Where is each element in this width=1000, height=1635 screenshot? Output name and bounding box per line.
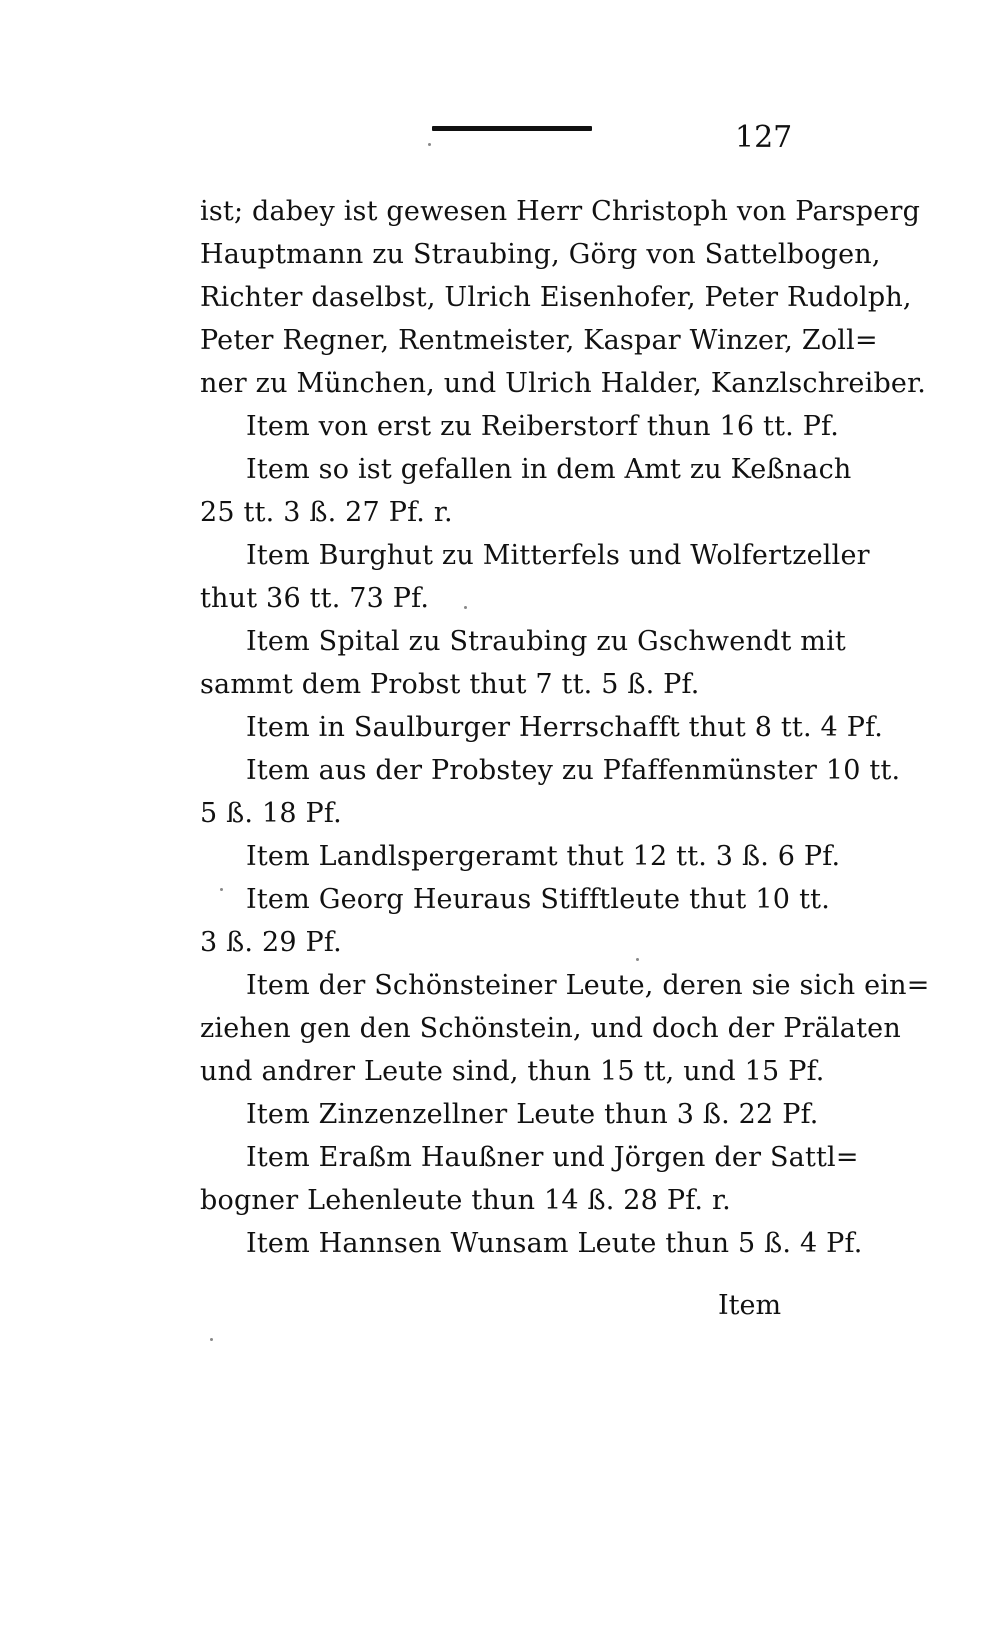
entry-line: bogner Lehenleute thun 14 ß. 28 Pf. r. xyxy=(200,1185,731,1216)
body-text xyxy=(200,190,930,1265)
entry-line: Item der Schönsteiner Leute, deren sie sich ein= xyxy=(246,970,930,1001)
entry-line: Item Georg Heuraus Stifftleute thut 10 tt. xyxy=(246,884,830,915)
entry-line: Item in Saulburger Herrschafft thut 8 tt. 4 Pf. xyxy=(246,712,884,743)
entry-line: ziehen gen den Schönstein, und doch der Prälaten xyxy=(200,1013,901,1044)
paper-speck xyxy=(464,606,467,609)
page-number: 127 xyxy=(735,120,793,155)
paper-speck xyxy=(428,143,431,146)
paper-speck xyxy=(210,1338,213,1341)
text-line: ist; dabey ist gewesen Herr Christoph von Parsperg xyxy=(200,196,921,227)
entry-line: Item Zinzenzellner Leute thun 3 ß. 22 Pf. xyxy=(246,1099,819,1130)
text-line: Hauptmann zu Straubing, Görg von Sattelbogen, xyxy=(200,239,881,270)
entry-line: 25 tt. 3 ß. 27 Pf. r. xyxy=(200,497,453,528)
entry-line: und andrer Leute sind, thun 15 tt, und 15 Pf. xyxy=(200,1056,825,1087)
catchword: Item xyxy=(718,1290,782,1321)
text-line: ner zu München, und Ulrich Halder, Kanzlschreiber. xyxy=(200,368,927,399)
entry-line: Item Spital zu Straubing zu Gschwendt mit xyxy=(246,626,846,657)
entry-line: Item Hannsen Wunsam Leute thun 5 ß. 4 Pf. xyxy=(246,1228,863,1259)
entry-line: Item von erst zu Reiberstorf thun 16 tt. Pf. xyxy=(246,411,840,442)
paper-speck xyxy=(636,958,639,961)
header-rule xyxy=(432,126,592,131)
text-line: Richter daselbst, Ulrich Eisenhofer, Peter Rudolph, xyxy=(200,282,912,313)
entry-line: Item Eraßm Haußner und Jörgen der Sattl= xyxy=(246,1142,859,1173)
text-line: Peter Regner, Rentmeister, Kaspar Winzer, Zoll= xyxy=(200,325,878,356)
entry-line: thut 36 tt. 73 Pf. xyxy=(200,583,430,614)
entry-line: sammt dem Probst thut 7 tt. 5 ß. Pf. xyxy=(200,669,700,700)
entry-line: Item Landlspergeramt thut 12 tt. 3 ß. 6 Pf. xyxy=(246,841,841,872)
entry-line: 3 ß. 29 Pf. xyxy=(200,927,342,958)
entry-line: Item aus der Probstey zu Pfaffenmünster 10 tt. xyxy=(246,755,901,786)
entry-line: 5 ß. 18 Pf. xyxy=(200,798,342,829)
paper-speck xyxy=(220,888,223,891)
entry-line: Item so ist gefallen in dem Amt zu Keßnach xyxy=(246,454,852,485)
entry-line: Item Burghut zu Mitterfels und Wolfertzeller xyxy=(246,540,870,571)
